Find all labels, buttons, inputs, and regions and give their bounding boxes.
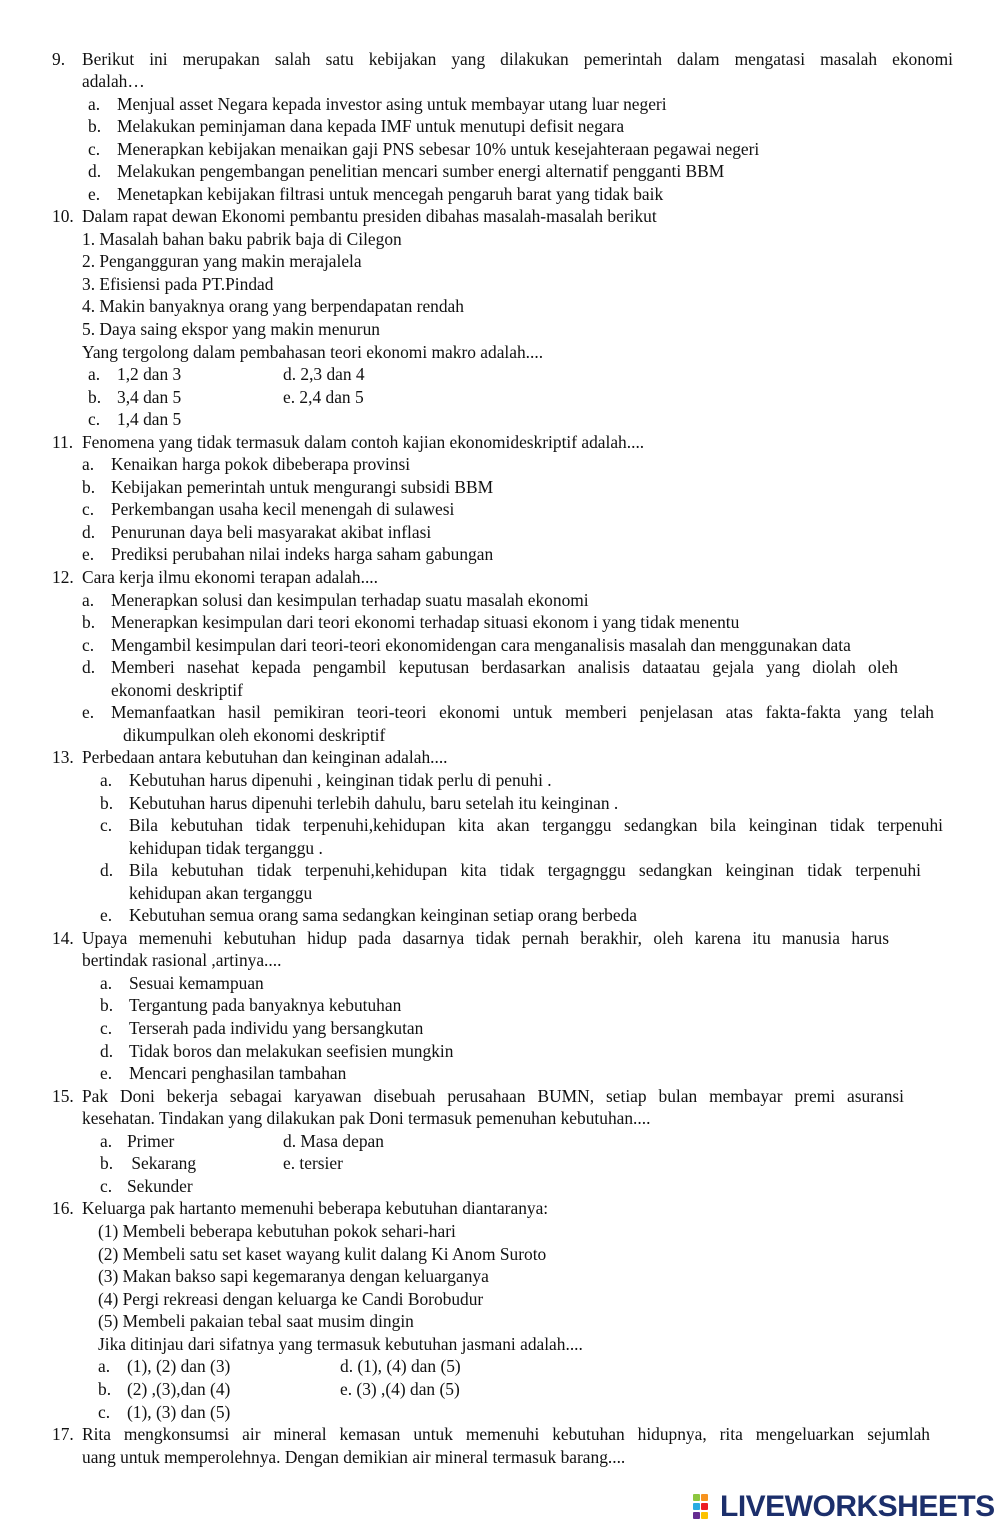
question-16-number: 16. — [52, 1198, 74, 1218]
question-12-option-c-label: c. — [82, 635, 95, 655]
question-16-option-d[interactable]: d. (1), (4) dan (5) — [340, 1356, 461, 1376]
question-11-option-a[interactable]: Kenaikan harga pokok dibeberapa provinsi — [111, 454, 411, 474]
question-12-option-b-label: b. — [82, 612, 96, 632]
question-17-text-line-2: uang untuk memperolehnya. Dengan demikian air mineral termasuk barang.... — [82, 1447, 626, 1467]
question-12-option-a-label: a. — [82, 590, 95, 610]
question-14-option-a-label: a. — [100, 973, 113, 993]
question-14-option-e-label: e. — [100, 1063, 113, 1083]
question-13-option-c[interactable]: Bila kebutuhan tidak terpenuhi,kehidupan kita akan terganggu sedangkan bila keinginan tidak terpenuhi — [129, 815, 943, 835]
question-15-option-b[interactable]: Sekarang — [127, 1153, 197, 1173]
question-11-option-d[interactable]: Penurunan daya beli masyarakat akibat inflasi — [111, 522, 432, 542]
question-15-option-a[interactable]: Primer — [127, 1131, 175, 1151]
question-15-option-c-label: c. — [100, 1176, 113, 1196]
question-9-option-b-label: b. — [88, 116, 102, 136]
question-14-option-a[interactable]: Sesuai kemampuan — [129, 973, 264, 993]
question-11-option-c-label: c. — [82, 499, 95, 519]
question-14-option-b[interactable]: Tergantung pada banyaknya kebutuhan — [129, 995, 402, 1015]
question-10-prompt: Yang tergolong dalam pembahasan teori ekonomi makro adalah.... — [82, 342, 544, 362]
question-16-option-e[interactable]: e. (3) ,(4) dan (5) — [340, 1379, 460, 1399]
question-14-option-c-label: c. — [100, 1018, 113, 1038]
question-9-option-c-label: c. — [88, 139, 101, 159]
question-10-number: 10. — [52, 206, 74, 226]
question-13-option-e[interactable]: Kebutuhan semua orang sama sedangkan keinginan setiap orang berbeda — [129, 905, 638, 925]
question-9-text-line-1: Berikut ini merupakan salah satu kebijakan yang dilakukan pemerintah dalam mengatasi masalah ekonomi — [82, 49, 953, 69]
question-15-option-d[interactable]: d. Masa depan — [283, 1131, 384, 1151]
question-12-option-e[interactable]: Memanfaatkan hasil pemikiran teori-teori ekonomi untuk memberi penjelasan atas fakta-fakta yang telah — [111, 702, 934, 722]
question-13-option-d[interactable]: Bila kebutuhan tidak terpenuhi,kehidupan kita tidak tergagnggu sedangkan keinginan tidak terpenuhi — [129, 860, 921, 880]
question-16-item-3: (3) Makan bakso sapi kegemaranya dengan keluarganya — [98, 1266, 489, 1286]
question-14-text-line-2: bertindak rasional ,artinya.... — [82, 950, 282, 970]
question-13-option-b-label: b. — [100, 793, 114, 813]
question-16-option-c[interactable]: (1), (3) dan (5) — [127, 1402, 231, 1422]
question-12-text: Cara kerja ilmu ekonomi terapan adalah.... — [82, 567, 379, 587]
question-16-item-2: (2) Membeli satu set kaset wayang kulit dalang Ki Anom Suroto — [98, 1244, 547, 1264]
question-10-item-5: 5. Daya saing ekspor yang makin menurun — [82, 319, 380, 339]
question-11-option-e[interactable]: Prediksi perubahan nilai indeks harga saham gabungan — [111, 544, 494, 564]
question-12-option-e-continued: dikumpulkan oleh ekonomi deskriptif — [123, 725, 386, 745]
question-12-option-b[interactable]: Menerapkan kesimpulan dari teori ekonomi terhadap situasi ekonom i yang tidak menentu — [111, 612, 740, 632]
question-9-option-d-label: d. — [88, 161, 102, 181]
question-13-option-c-continued: kehidupan tidak terganggu . — [129, 838, 323, 858]
question-12-option-d-continued: ekonomi deskriptif — [111, 680, 243, 700]
question-15-text-line-2: kesehatan. Tindakan yang dilakukan pak Doni termasuk pemenuhan kebutuhan.... — [82, 1108, 651, 1128]
question-14-option-d[interactable]: Tidak boros dan melakukan seefisien mungkin — [129, 1041, 454, 1061]
question-10-item-1: 1. Masalah bahan baku pabrik baja di Cilegon — [82, 229, 402, 249]
question-16-item-4: (4) Pergi rekreasi dengan keluarga ke Candi Borobudur — [98, 1289, 484, 1309]
question-16-option-a-label: a. — [98, 1356, 111, 1376]
liveworksheets-logo-icon — [693, 1492, 717, 1522]
question-15-number: 15. — [52, 1086, 74, 1106]
question-14-text-line-1: Upaya memenuhi kebutuhan hidup pada dasarnya tidak pernah berakhir, oleh karena itu manusia harus — [82, 928, 889, 948]
question-10-option-c-label: c. — [88, 409, 101, 429]
question-16-item-5: (5) Membeli pakaian tebal saat musim dingin — [98, 1311, 414, 1331]
question-16-prompt: Jika ditinjau dari sifatnya yang termasuk kebutuhan jasmani adalah.... — [98, 1334, 583, 1354]
question-16-option-b-label: b. — [98, 1379, 112, 1399]
question-13-option-a-label: a. — [100, 770, 113, 790]
question-10-item-4: 4. Makin banyaknya orang yang berpendapatan rendah — [82, 296, 464, 316]
question-10-option-d[interactable]: d. 2,3 dan 4 — [283, 364, 365, 384]
question-9-text-line-2: adalah… — [82, 71, 145, 91]
question-9-option-c[interactable]: Menerapkan kebijakan menaikan gaji PNS sebesar 10% untuk kesejahteraan pegawai negeri — [117, 139, 760, 159]
question-15-text-line-1: Pak Doni bekerja sebagai karyawan disebuah perusahaan BUMN, setiap bulan membayar premi asuransi — [82, 1086, 904, 1106]
question-17-text-line-1: Rita mengkonsumsi air mineral kemasan untuk memenuhi kebutuhan hidupnya, rita mengeluarkan sejumlah — [82, 1424, 930, 1444]
question-9-option-a-label: a. — [88, 94, 101, 114]
question-13-option-b[interactable]: Kebutuhan harus dipenuhi terlebih dahulu, baru setelah itu keinginan . — [129, 793, 619, 813]
question-11-text: Fenomena yang tidak termasuk dalam contoh kajian ekonomideskriptif adalah.... — [82, 432, 645, 452]
question-13-option-d-label: d. — [100, 860, 114, 880]
question-11-option-e-label: e. — [82, 544, 95, 564]
question-13-option-d-continued: kehidupan akan terganggu — [129, 883, 313, 903]
question-9-number: 9. — [52, 49, 66, 69]
question-10-item-2: 2. Pengangguran yang makin merajalela — [82, 251, 362, 271]
question-13-option-c-label: c. — [100, 815, 113, 835]
question-9-option-a[interactable]: Menjual asset Negara kepada investor asing untuk membayar utang luar negeri — [117, 94, 667, 114]
question-12-option-d[interactable]: Memberi nasehat kepada pengambil keputusan berdasarkan analisis dataatau gejala yang diolah oleh — [111, 657, 898, 677]
question-15-option-b-label: b. — [100, 1153, 114, 1173]
question-16-option-b[interactable]: (2) ,(3),dan (4) — [127, 1379, 231, 1399]
question-14-option-e[interactable]: Mencari penghasilan tambahan — [129, 1063, 347, 1083]
question-12-number: 12. — [52, 567, 74, 587]
question-10-item-3: 3. Efisiensi pada PT.Pindad — [82, 274, 274, 294]
question-10-option-c[interactable]: 1,4 dan 5 — [117, 409, 182, 429]
question-9-option-e-label: e. — [88, 184, 101, 204]
question-13-option-e-label: e. — [100, 905, 113, 925]
question-10-option-b-label: b. — [88, 387, 102, 407]
question-9-option-d[interactable]: Melakukan pengembangan penelitian mencari sumber energi alternatif pengganti BBM — [117, 161, 725, 181]
question-10-text: Dalam rapat dewan Ekonomi pembantu presiden dibahas masalah-masalah berikut — [82, 206, 657, 226]
question-12-option-e-label: e. — [82, 702, 95, 722]
question-9-option-e[interactable]: Menetapkan kebijakan filtrasi untuk mencegah pengaruh barat yang tidak baik — [117, 184, 664, 204]
question-11-option-a-label: a. — [82, 454, 95, 474]
question-14-option-c[interactable]: Terserah pada individu yang bersangkutan — [129, 1018, 424, 1038]
question-16-option-a[interactable]: (1), (2) dan (3) — [127, 1356, 231, 1376]
question-12-option-a[interactable]: Menerapkan solusi dan kesimpulan terhadap suatu masalah ekonomi — [111, 590, 589, 610]
question-16-option-c-label: c. — [98, 1402, 111, 1422]
question-12-option-d-label: d. — [82, 657, 96, 677]
question-11-option-d-label: d. — [82, 522, 96, 542]
question-13-option-a[interactable]: Kebutuhan harus dipenuhi , keinginan tidak perlu di penuhi . — [129, 770, 552, 790]
liveworksheets-logo-text: LIVEWORKSHEETS — [720, 1490, 995, 1523]
question-11-number: 11. — [52, 432, 74, 452]
question-10-option-a[interactable]: 1,2 dan 3 — [117, 364, 182, 384]
question-14-number: 14. — [52, 928, 74, 948]
question-15-option-a-label: a. — [100, 1131, 113, 1151]
question-10-option-a-label: a. — [88, 364, 101, 384]
question-14-option-d-label: d. — [100, 1041, 114, 1061]
question-11-option-b-label: b. — [82, 477, 96, 497]
question-14-option-b-label: b. — [100, 995, 114, 1015]
question-9-option-b[interactable]: Melakukan peminjaman dana kepada IMF untuk menutupi defisit negara — [117, 116, 625, 136]
question-17-number: 17. — [52, 1424, 74, 1444]
question-11-option-b[interactable]: Kebijakan pemerintah untuk mengurangi subsidi BBM — [111, 477, 494, 497]
question-13-text: Perbedaan antara kebutuhan dan keinginan adalah.... — [82, 747, 448, 767]
question-13-number: 13. — [52, 747, 74, 767]
liveworksheets-logo[interactable] — [693, 1490, 995, 1524]
question-10-option-b[interactable]: 3,4 dan 5 — [117, 387, 182, 407]
question-15-option-c[interactable]: Sekunder — [127, 1176, 193, 1196]
question-11-option-c[interactable]: Perkembangan usaha kecil menengah di sulawesi — [111, 499, 455, 519]
question-15-option-e[interactable]: e. tersier — [283, 1153, 343, 1173]
question-16-text: Keluarga pak hartanto memenuhi beberapa kebutuhan diantaranya: — [82, 1198, 549, 1218]
question-10-option-e[interactable]: e. 2,4 dan 5 — [283, 387, 364, 407]
question-16-item-1: (1) Membeli beberapa kebutuhan pokok sehari-hari — [98, 1221, 456, 1241]
question-12-option-c[interactable]: Mengambil kesimpulan dari teori-teori ekonomidengan cara menganalisis masalah dan menggunakan data — [111, 635, 851, 655]
